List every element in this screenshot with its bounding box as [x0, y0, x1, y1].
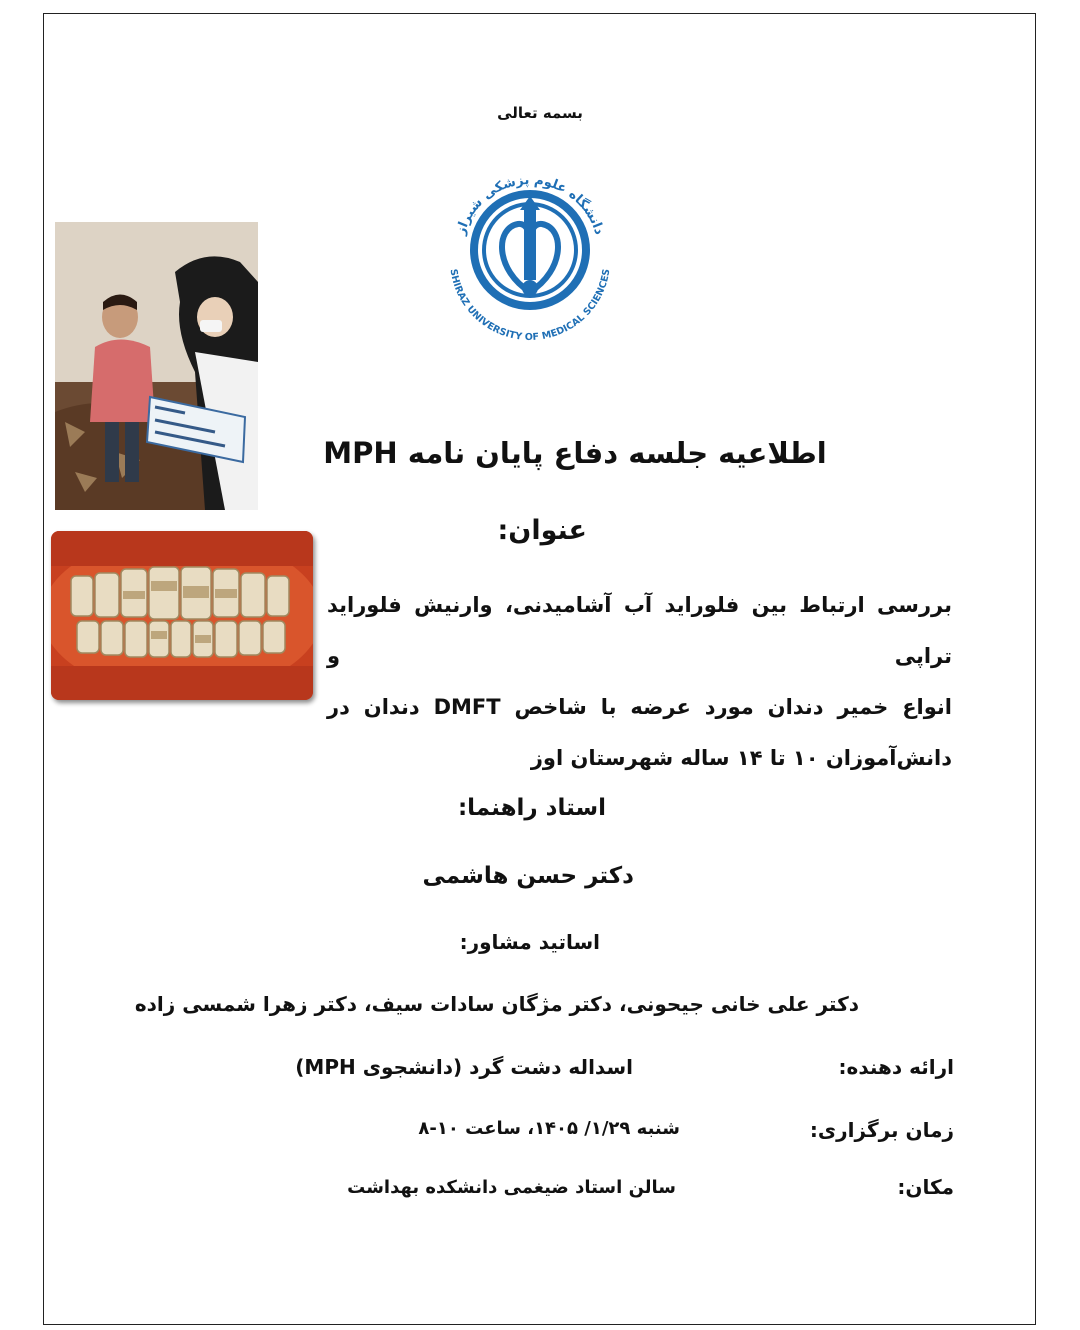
supervisor-name: دکتر حسن هاشمی	[422, 863, 634, 889]
place-label: مکان:	[897, 1175, 954, 1199]
presenter-label: ارائه دهنده:	[838, 1055, 954, 1079]
time-label: زمان برگزاری:	[809, 1118, 954, 1142]
university-logo	[440, 140, 620, 345]
subject-line: انواع خمیر دندان مورد عرضه با شاخص DMFT دندان در	[327, 695, 953, 719]
logo-persian-text: دانشگاه علوم پزشکی شیراز	[453, 172, 607, 237]
subject-line: دانش‌آموزان ۱۰ تا ۱۴ ساله شهرستان اوز	[530, 746, 952, 770]
bismillah: بسمه تعالی	[497, 104, 583, 122]
fluorosis-teeth-photo	[51, 531, 313, 700]
announcement-heading: اطلاعیه جلسه دفاع پایان نامه MPH	[323, 436, 827, 470]
advisors-names: دکتر علی خانی جیحونی، دکتر مژگان سادات سیف، دکتر زهرا شمسی زاده	[134, 992, 859, 1016]
subject-line: بررسی ارتباط بین فلوراید آب آشامیدنی، وارنیش فلوراید تراپی و	[327, 593, 952, 668]
presenter-value: اسداله دشت گرد (دانشجوی MPH)	[295, 1055, 633, 1079]
thesis-subject	[327, 580, 952, 784]
title-label: عنوان:	[497, 515, 587, 546]
advisors-label: اساتید مشاور:	[459, 930, 600, 954]
supervisor-label: استاد راهنما:	[457, 795, 606, 821]
place-value: سالن استاد ضیغمی دانشکده بهداشت	[347, 1177, 676, 1198]
dental-exam-photo	[55, 222, 258, 510]
time-value: شنبه ۱/۲۹/ ۱۴۰۵، ساعت ۱۰-۸	[418, 1118, 680, 1139]
logo-english-text: SHIRAZ UNIVERSITY OF MEDICAL SCIENCES	[447, 268, 613, 344]
